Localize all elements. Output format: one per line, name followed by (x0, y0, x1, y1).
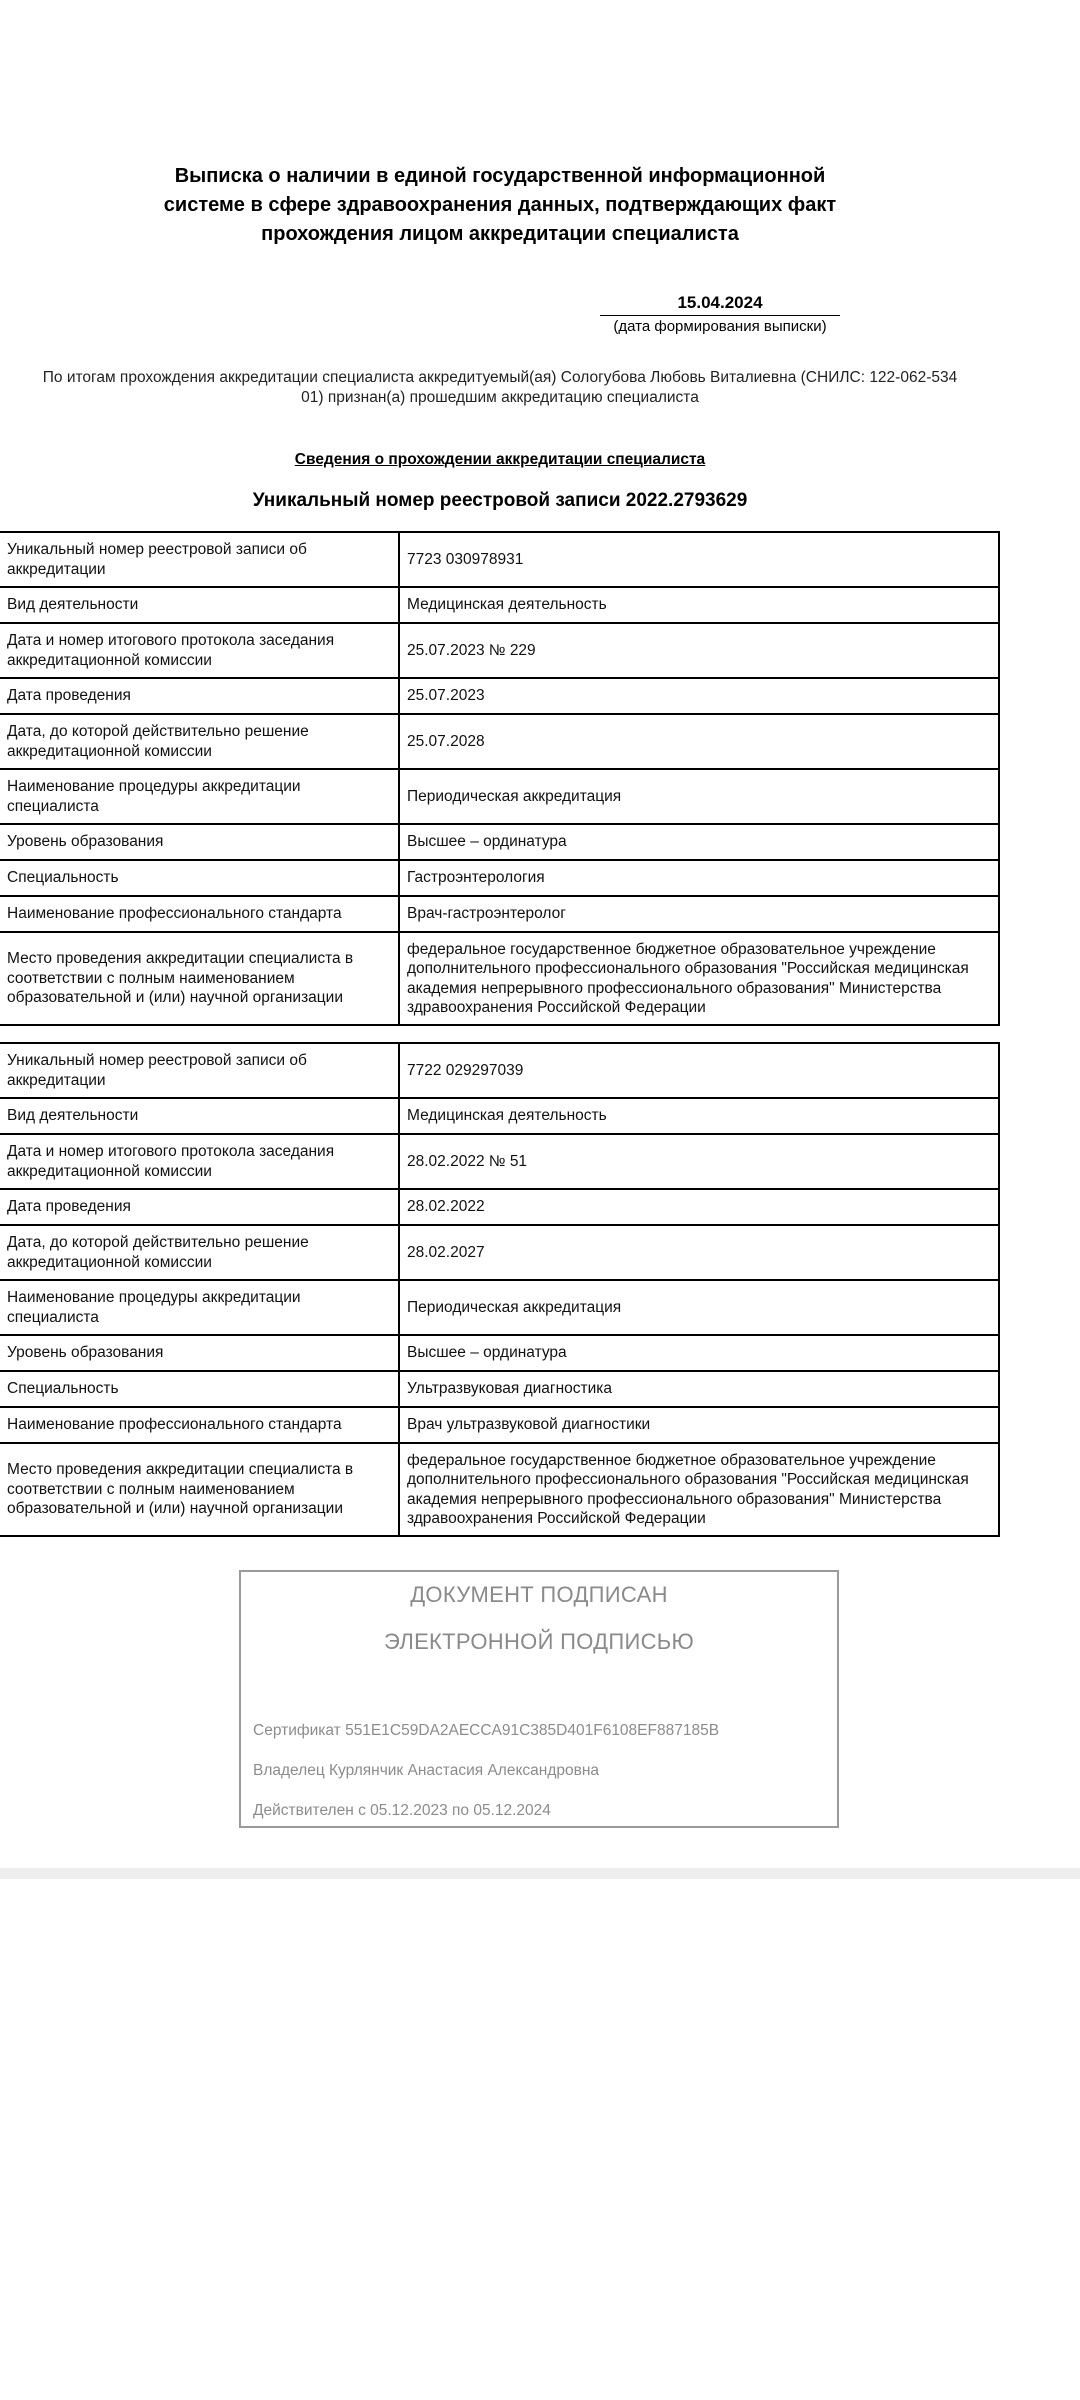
table-row (0, 1280, 999, 1335)
row-label: Место проведения аккредитации специалиста в соответствии с полным наименованием образовательной и (или) научной организации (0, 1443, 399, 1536)
row-value: Периодическая аккредитация (399, 1280, 999, 1335)
table-row (0, 824, 999, 860)
page-bottom-divider (0, 1868, 1080, 1879)
signature-title-line2: ЭЛЕКТРОННОЙ ПОДПИСЬЮ (383, 1629, 695, 1654)
row-label: Дата, до которой действительно решение аккредитационной комиссии (0, 1225, 399, 1280)
row-value: Медицинская деятельность (399, 587, 999, 623)
row-label: Уровень образования (0, 1335, 399, 1371)
row-label: Наименование процедуры аккредитации специалиста (0, 769, 399, 824)
table-row (0, 1043, 999, 1098)
accreditation-table-1 (0, 531, 1000, 1026)
row-label: Вид деятельности (0, 587, 399, 623)
row-value: Гастроэнтерология (399, 860, 999, 896)
table-row (0, 1335, 999, 1371)
row-label: Наименование процедуры аккредитации специалиста (0, 1280, 399, 1335)
row-value: Периодическая аккредитация (399, 769, 999, 824)
signature-validity: Действителен с 05.12.2023 по 05.12.2024 (253, 1802, 551, 1819)
row-value: 7723 030978931 (399, 532, 999, 587)
row-label: Уровень образования (0, 824, 399, 860)
issue-date-caption: (дата формирования выписки) (613, 318, 827, 335)
electronic-signature-stamp (239, 1570, 839, 1828)
row-value: 28.02.2027 (399, 1225, 999, 1280)
table-row (0, 860, 999, 896)
row-label: Дата и номер итогового протокола заседания аккредитационной комиссии (0, 623, 399, 678)
row-value: федеральное государственное бюджетное образовательное учреждение дополнительного профессионального образования "Российская медицинская академия непрерывного профессионального образования" Министерства здравоохранения Российской Федерации (399, 1443, 999, 1536)
row-value: Врач ультразвуковой диагностики (399, 1407, 999, 1443)
table-row (0, 769, 999, 824)
row-label: Место проведения аккредитации специалиста в соответствии с полным наименованием образовательной и (или) научной организации (0, 932, 399, 1025)
table-row (0, 1407, 999, 1443)
signature-owner: Владелец Курлянчик Анастасия Александровна (253, 1762, 600, 1779)
document-title (100, 162, 900, 249)
row-label: Дата проведения (0, 678, 399, 714)
table-row (0, 1134, 999, 1189)
signature-title-line1: ДОКУМЕНТ ПОДПИСАН (410, 1582, 668, 1607)
row-value: 28.02.2022 № 51 (399, 1134, 999, 1189)
intro-text (0, 368, 1000, 408)
row-value: 28.02.2022 (399, 1189, 999, 1225)
row-value: Ультразвуковая диагностика (399, 1371, 999, 1407)
row-value: Медицинская деятельность (399, 1098, 999, 1134)
record-number-heading: Уникальный номер реестровой записи 2022.2793629 (252, 490, 748, 511)
document-title-line: Выписка о наличии в единой государственной информационной (174, 165, 826, 187)
row-label: Вид деятельности (0, 1098, 399, 1134)
table-row (0, 587, 999, 623)
row-label: Дата проведения (0, 1189, 399, 1225)
row-label: Наименование профессионального стандарта (0, 1407, 399, 1443)
table-row (0, 623, 999, 678)
section-heading: Сведения о прохождении аккредитации специалиста (294, 451, 706, 468)
intro-line: По итогам прохождения аккредитации специалиста аккредитуемый(ая) Сологубова Любовь Виталиевна (СНИЛС: 122-062-534 (42, 369, 958, 386)
row-value: 25.07.2023 (399, 678, 999, 714)
table-row (0, 1189, 999, 1225)
issue-date-block (600, 292, 840, 337)
row-value: Высшее – ординатура (399, 1335, 999, 1371)
table-row (0, 896, 999, 932)
accreditation-table-2 (0, 1042, 1000, 1537)
row-label: Уникальный номер реестровой записи об аккредитации (0, 1043, 399, 1098)
table-row (0, 1443, 999, 1536)
table-row (0, 678, 999, 714)
row-value: федеральное государственное бюджетное образовательное учреждение дополнительного профессионального образования "Российская медицинская академия непрерывного профессионального образования" Министерства здравоохранения Российской Федерации (399, 932, 999, 1025)
table-row (0, 532, 999, 587)
row-value: 25.07.2028 (399, 714, 999, 769)
table-row (0, 1098, 999, 1134)
row-value: 25.07.2023 № 229 (399, 623, 999, 678)
row-label: Специальность (0, 860, 399, 896)
issue-date: 15.04.2024 (600, 292, 840, 316)
row-label: Специальность (0, 1371, 399, 1407)
intro-line: 01) признан(а) прошедшим аккредитацию специалиста (301, 389, 699, 406)
row-label: Дата и номер итогового протокола заседания аккредитационной комиссии (0, 1134, 399, 1189)
table-row (0, 1371, 999, 1407)
signature-certificate: Сертификат 551E1C59DA2AECCA91C385D401F6108EF887185B (253, 1722, 720, 1739)
row-label: Дата, до которой действительно решение аккредитационной комиссии (0, 714, 399, 769)
table-row (0, 714, 999, 769)
row-value: Высшее – ординатура (399, 824, 999, 860)
table-row (0, 1225, 999, 1280)
row-label: Наименование профессионального стандарта (0, 896, 399, 932)
row-label: Уникальный номер реестровой записи об аккредитации (0, 532, 399, 587)
document-title-line: системе в сфере здравоохранения данных, подтверждающих факт (163, 194, 837, 216)
table-row (0, 932, 999, 1025)
row-value: 7722 029297039 (399, 1043, 999, 1098)
document-title-line: прохождения лицом аккредитации специалиста (261, 223, 739, 245)
row-value: Врач-гастроэнтеролог (399, 896, 999, 932)
